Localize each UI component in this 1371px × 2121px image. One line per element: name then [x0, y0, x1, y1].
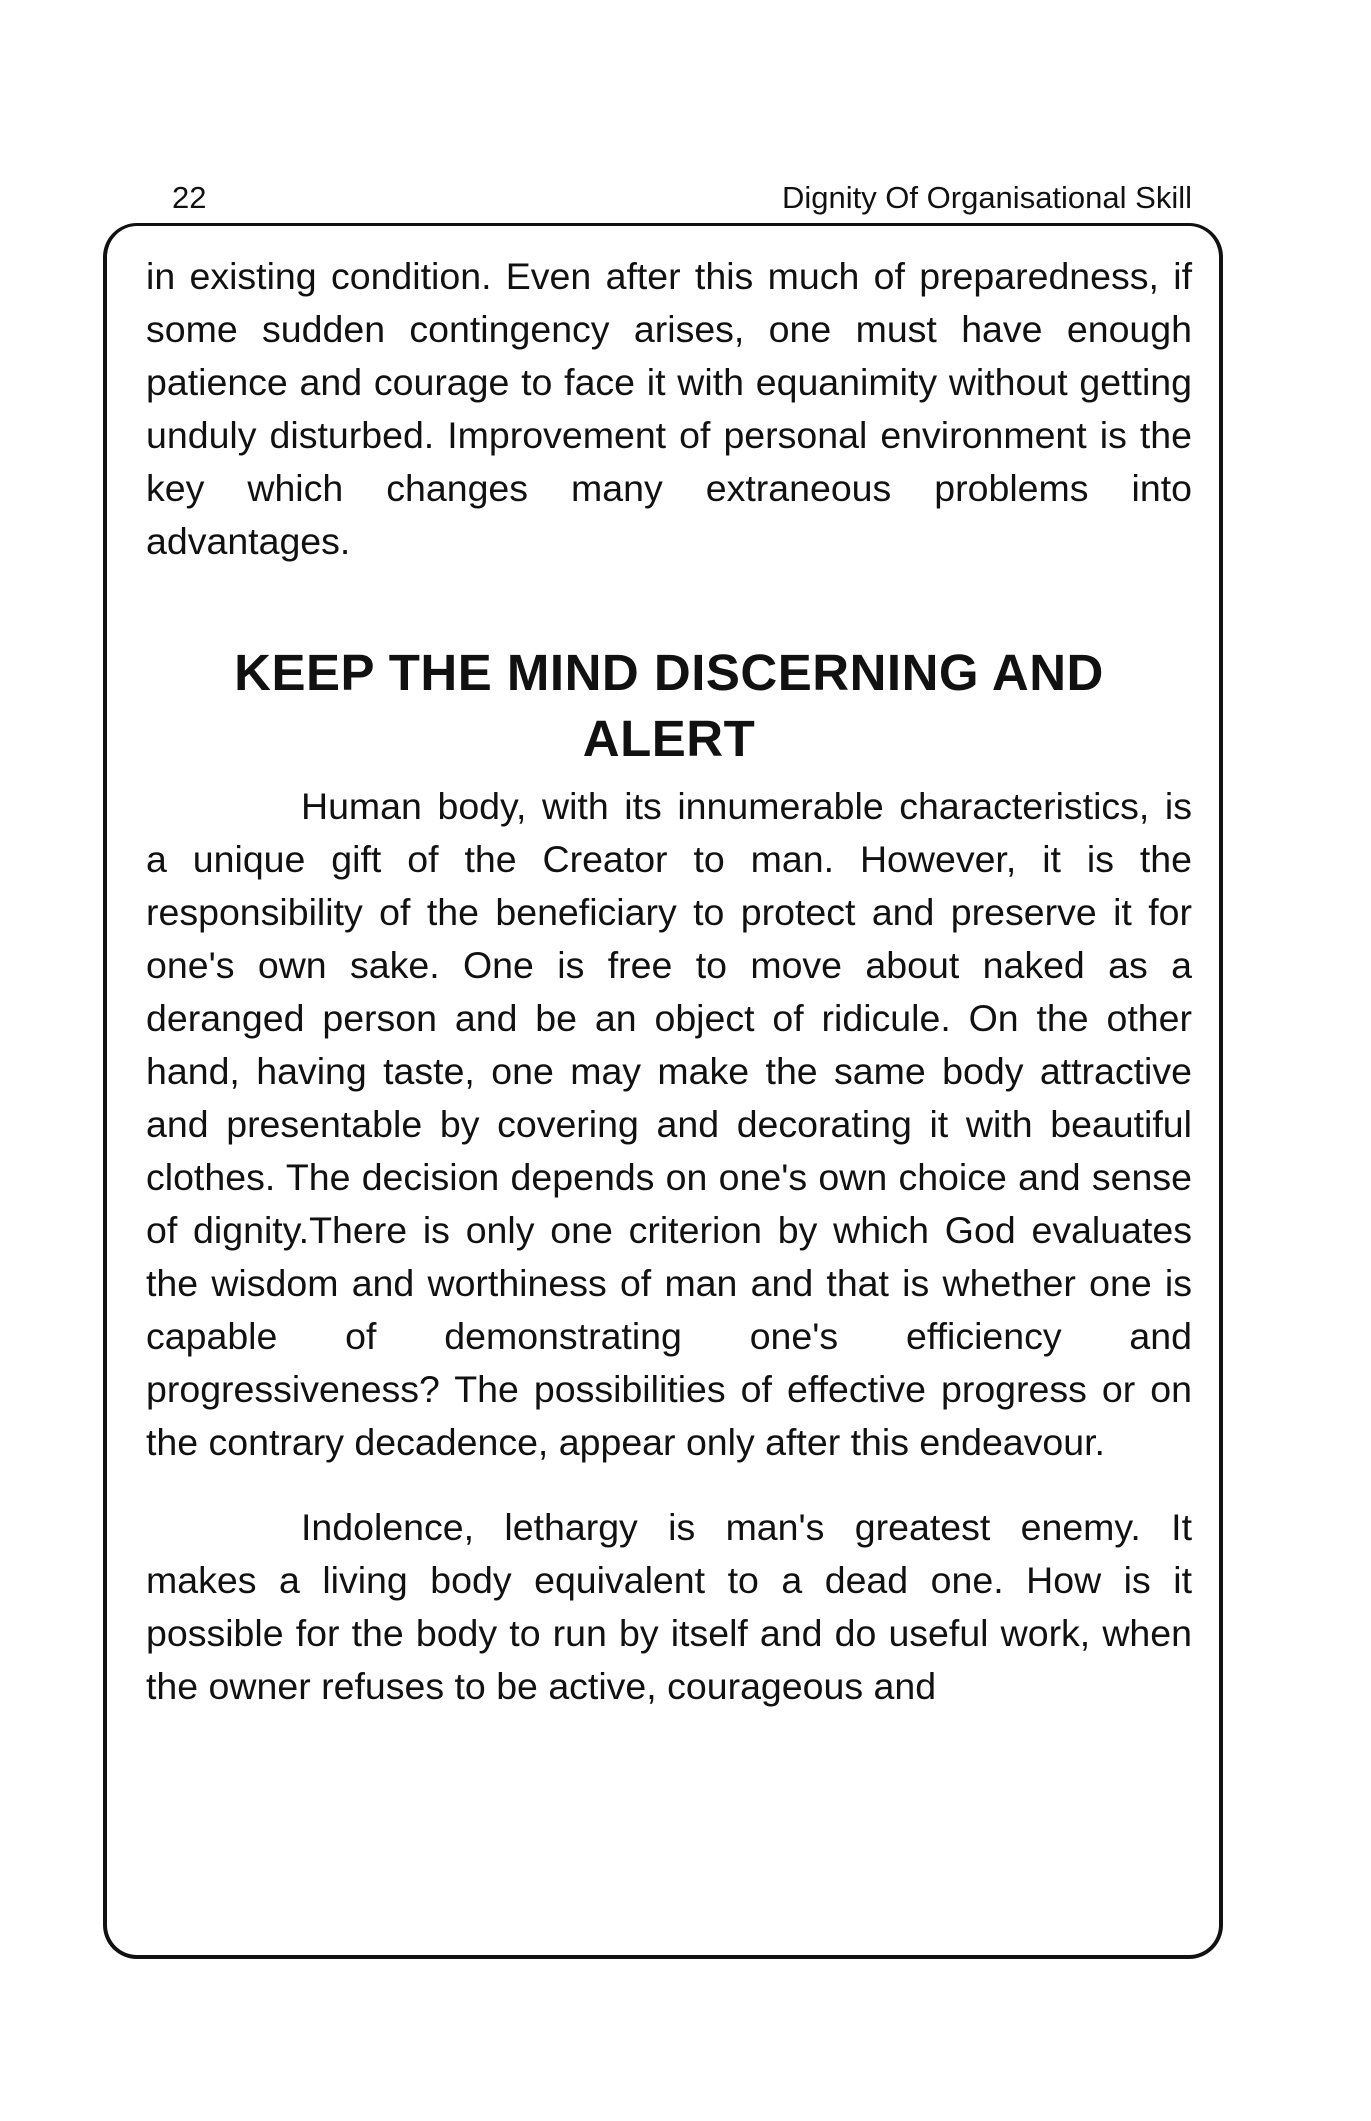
page-content	[146, 250, 1192, 1745]
paragraph-human-body: Human body, with its innumerable characteristics, is a unique gift of the Creator to man. However, it is the responsibility of the beneficiary to protect and preserve it for one's own sake. One is free to move about naked as a deranged person and be an object of ridicule. On the other hand, having taste, one may make the same body attractive and presentable by covering and decorating it with beautiful clothes. The decision depends on one's own choice and sense of dignity.There is only one criterion by which God evaluates the wisdom and worthiness of man and that is whether one is capable of demonstrating one's efficiency and progressiveness? The possibilities of effective progress or on the contrary decadence, appear only after this endeavour.	[146, 785, 1192, 1463]
page-number: 22	[172, 180, 207, 215]
page-header	[172, 176, 1192, 220]
paragraph-continued: in existing condition. Even after this much of preparedness, if some sudden contingency arises, one must have enough patience and courage to face it with equanimity without getting unduly disturbed. Improvement of personal environment is the key which changes many extraneous problems into advantages.	[146, 255, 1192, 562]
section-heading: KEEP THE MIND DISCERNING AND ALERT	[234, 644, 1104, 767]
running-title: Dignity Of Organisational Skill	[781, 180, 1192, 215]
paragraph-indolence: Indolence, lethargy is man's greatest enemy. It makes a living body equivalent to a dead one. How is it possible for the body to run by itself and do useful work, when the owner refuses to be active, courageous and	[146, 1506, 1192, 1707]
